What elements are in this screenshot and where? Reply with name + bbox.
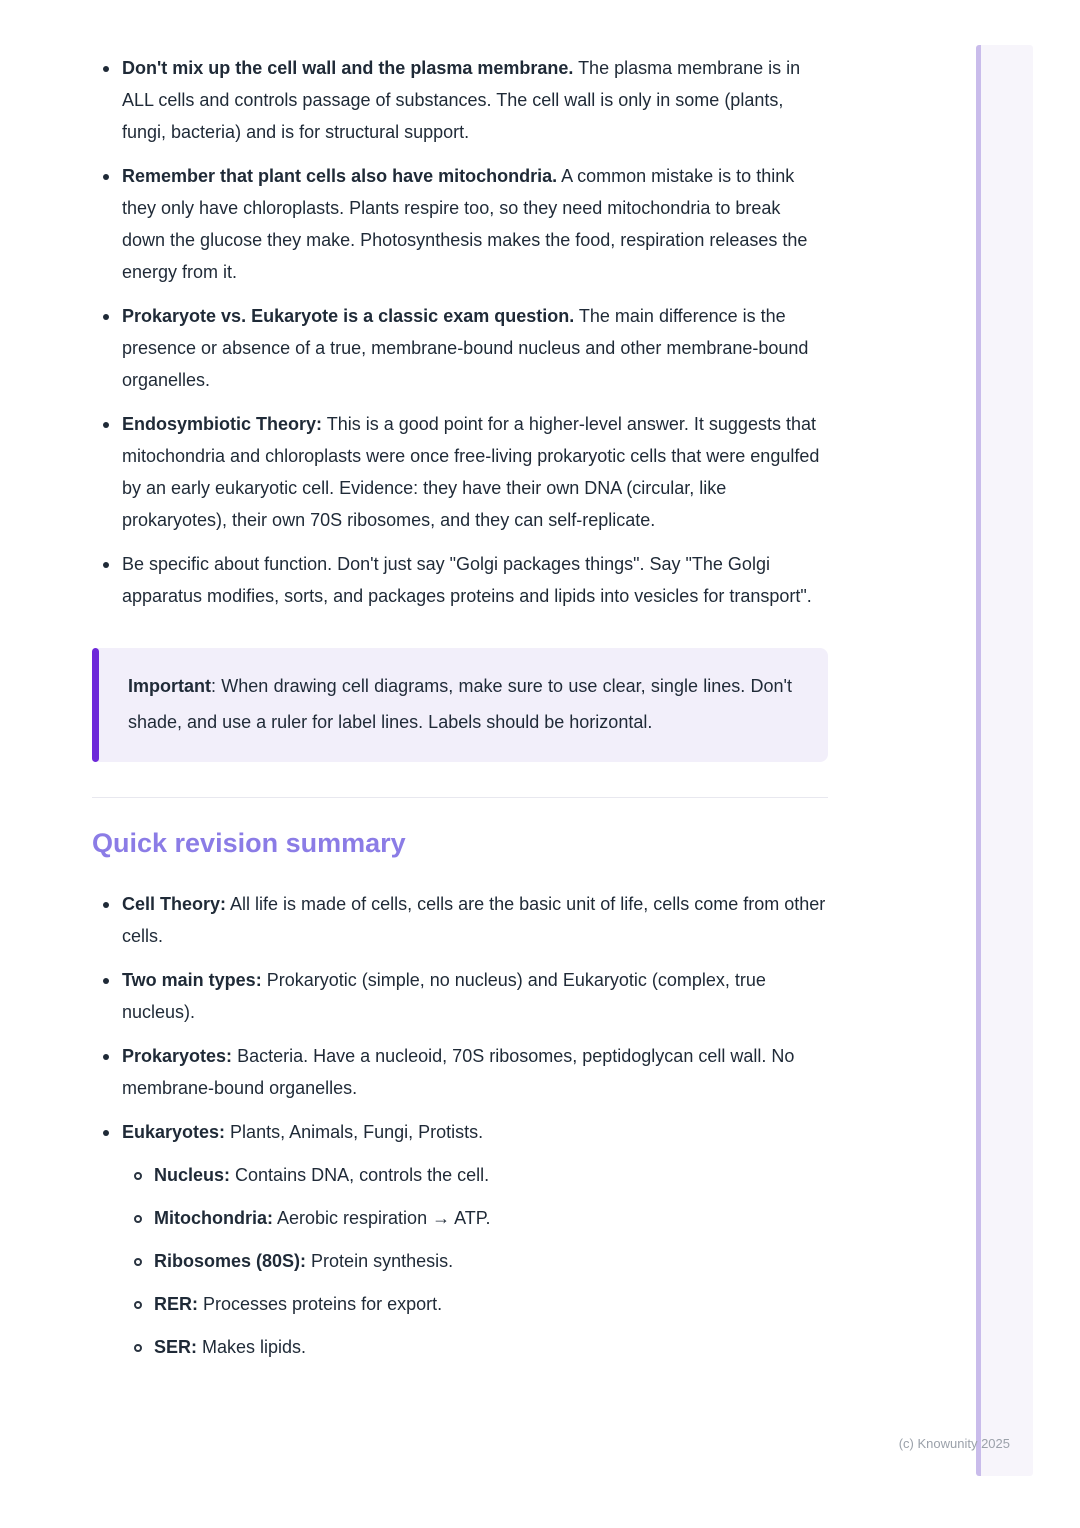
important-callout [92,648,828,762]
sub-list-item [122,1245,828,1277]
exam-tips-list [92,52,828,612]
hollow-circle-bullet-icon [134,1301,142,1309]
callout-text: : When drawing cell diagrams, make sure to use clear, single lines. Don't shade, and use a ruler for label lines. Labels should be horizontal. [128,676,792,732]
page-side-strip [976,45,1033,1476]
item-bold: RER: [154,1294,198,1314]
item-bold: Remember that plant cells also have mitochondria. [122,166,558,186]
list-item [92,52,828,148]
item-text: Protein synthesis. [306,1251,454,1271]
eukaryote-organelles-list [122,1159,828,1363]
footer-copyright: (c) Knowunity 2025 [898,1436,1010,1451]
bullet-dot-icon [103,562,109,568]
item-bold: Prokaryotes: [122,1046,233,1066]
sub-list-item [122,1159,828,1191]
hollow-circle-bullet-icon [134,1215,142,1223]
item-text: Contains DNA, controls the cell. [230,1165,490,1185]
item-text: Processes proteins for export. [198,1294,443,1314]
bullet-dot-icon [103,1054,109,1060]
bullet-dot-icon [103,314,109,320]
list-item [92,300,828,396]
callout-label: Important [128,676,211,696]
hollow-circle-bullet-icon [134,1344,142,1352]
item-text: Prokaryotic (simple, no nucleus) and Eukaryotic (complex, true nucleus). [122,970,766,1022]
hollow-circle-bullet-icon [134,1258,142,1266]
item-bold: Nucleus: [154,1165,231,1185]
sub-list-item [122,1202,828,1234]
item-bold: SER: [154,1337,198,1357]
item-bold: Eukaryotes: [122,1122,226,1142]
section-divider [92,797,828,798]
item-text: Be specific about function. Don't just say "Golgi packages things". Say "The Golgi apparatus modifies, sorts, and packages proteins and lipids into vesicles for transport". [122,554,812,606]
bullet-dot-icon [103,174,109,180]
item-text: Plants, Animals, Fungi, Protists. [225,1122,484,1142]
item-bold: Cell Theory: [122,894,227,914]
revision-summary-list [92,888,828,1363]
list-item [92,888,828,952]
item-text: The plasma membrane is in ALL cells and controls passage of substances. The cell wall is only in some (plants, fungi, bacteria) and is for structural support. [122,58,801,142]
item-text: Makes lipids. [197,1337,307,1357]
hollow-circle-bullet-icon [134,1172,142,1180]
item-bold: Don't mix up the cell wall and the plasma membrane. [122,58,574,78]
list-item [92,964,828,1028]
item-bold: Prokaryote vs. Eukaryote is a classic exam question. [122,306,575,326]
list-item [92,160,828,288]
bullet-dot-icon [103,902,109,908]
bullet-dot-icon [103,1130,109,1136]
item-text: All life is made of cells, cells are the basic unit of life, cells come from other cells. [122,894,826,946]
section-heading: Quick revision summary [92,828,406,858]
item-bold: Mitochondria: [154,1208,273,1228]
bullet-dot-icon [103,422,109,428]
bullet-dot-icon [103,978,109,984]
item-bold: Endosymbiotic Theory: [122,414,323,434]
list-item [92,1116,828,1363]
list-item [92,1040,828,1104]
sub-list-item [122,1331,828,1363]
list-item [92,408,828,536]
bullet-dot-icon [103,66,109,72]
list-item [92,548,828,612]
item-text: A common mistake is to think they only have chloroplasts. Plants respire too, so they need mitochondria to break down the glucose they make. Photosynthesis makes the food, respiration releases the energy from it. [122,166,808,282]
item-text: The main difference is the presence or absence of a true, membrane-bound nucleus and other membrane-bound organelles. [122,306,809,390]
item-bold: Ribosomes (80S): [154,1251,307,1271]
document-content [92,0,828,1363]
item-text: Bacteria. Have a nucleoid, 70S ribosomes, peptidoglycan cell wall. No membrane-bound organelles. [122,1046,795,1098]
item-text: This is a good point for a higher-level answer. It suggests that mitochondria and chloroplasts were once free-living prokaryotic cells that were engulfed by an early eukaryotic cell. Evidence: they have their own DNA (circular, like prokaryotes), their own 70S ribosomes, and they can self-replicate. [122,414,820,530]
callout-accent-bar [92,648,99,762]
item-bold: Two main types: [122,970,262,990]
sub-list-item [122,1288,828,1320]
item-text: Aerobic respiration → ATP. [273,1208,491,1228]
